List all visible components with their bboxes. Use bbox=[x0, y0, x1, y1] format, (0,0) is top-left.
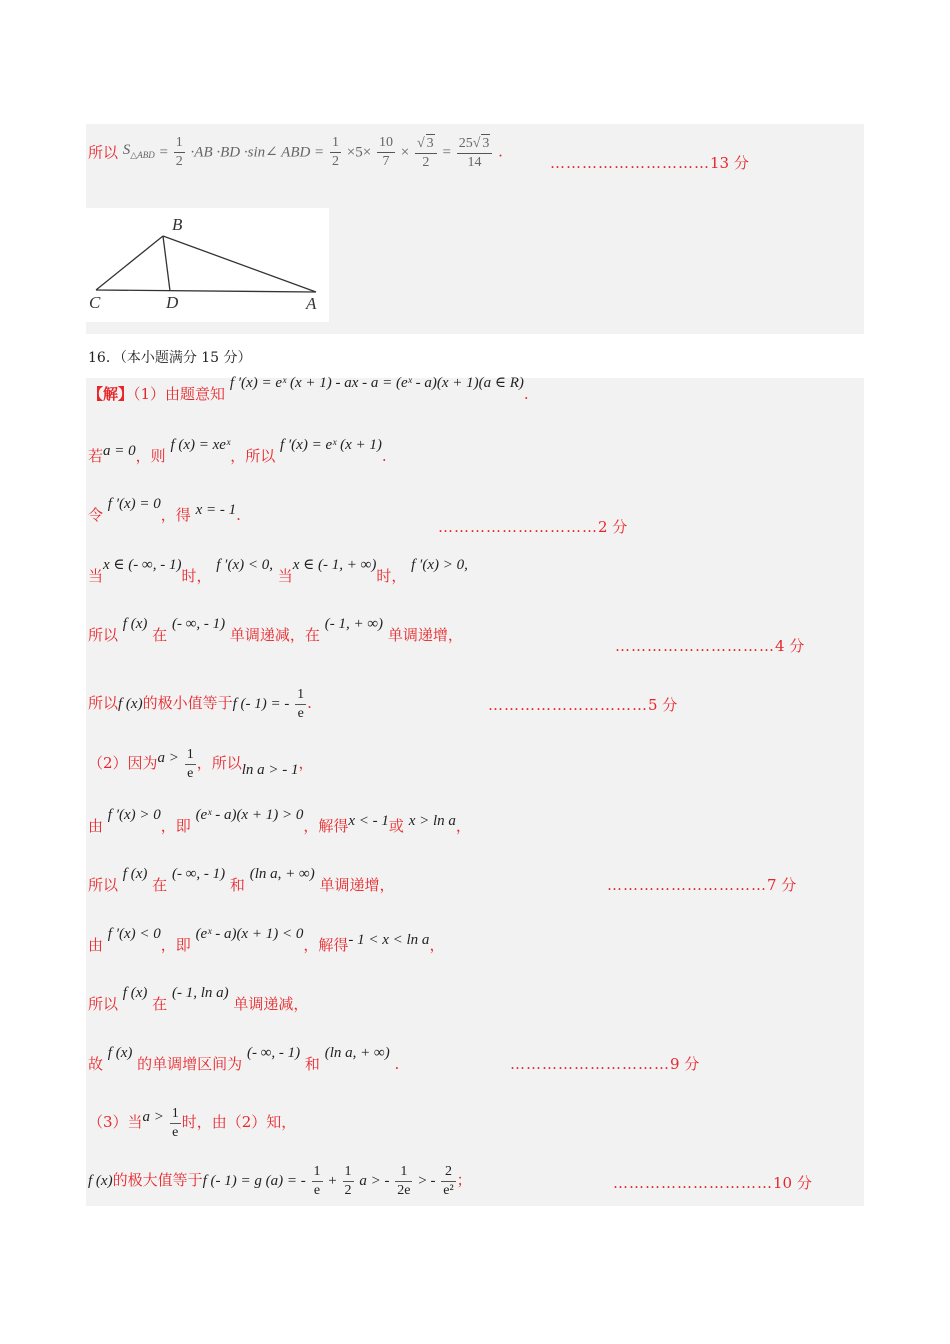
q15-area-line bbox=[88, 130, 503, 170]
q15-ten-fraction: $\frac{10}{7}$ bbox=[378, 135, 393, 169]
q15-prefix: 所以 bbox=[88, 143, 119, 162]
sol-l7-fraction: $\frac{1}{e}$ bbox=[186, 746, 194, 781]
sol-l3-score: …………………………2 分 bbox=[438, 518, 628, 536]
sol-l14-m1: f (x) bbox=[88, 1173, 113, 1189]
q15-sqrt3-fraction: $\frac{√ 3}{2}$ bbox=[415, 134, 437, 172]
sol-l5-b: 在 bbox=[152, 626, 168, 644]
edge-BA bbox=[163, 236, 316, 292]
edge-CA bbox=[96, 290, 316, 292]
q15-half2-fraction: $\frac{1}{2}$ bbox=[331, 135, 339, 169]
sol-l11-b: 在 bbox=[152, 995, 168, 1013]
sol-l8-m4: x > ln a bbox=[408, 813, 456, 829]
q15-eq1: = bbox=[159, 144, 168, 161]
sol-line-12 bbox=[88, 1045, 400, 1074]
sol-l5-a: 所以 bbox=[88, 626, 119, 644]
sol-line-14 bbox=[88, 1157, 472, 1203]
sol-l2-m1: a = 0 bbox=[103, 443, 136, 459]
sol-l11-m1: f (x) bbox=[122, 985, 148, 1001]
sol-l14-gt2: > - bbox=[418, 1173, 436, 1189]
sol-line-6 bbox=[88, 680, 312, 726]
sol-l12-c: 和 bbox=[304, 1055, 320, 1073]
sol-l3-a: 令 bbox=[88, 506, 104, 524]
triangle-figure bbox=[86, 208, 329, 322]
sol-l8-d: 或 bbox=[388, 817, 404, 835]
sol-l12-end: . bbox=[394, 1055, 400, 1073]
sol-l7-end: ， bbox=[298, 754, 314, 772]
sol-line-13 bbox=[88, 1099, 296, 1145]
sol-l8-m1: f ′(x) > 0 bbox=[107, 807, 161, 823]
sol-l10-m1: f ′(x) < 0 bbox=[107, 926, 161, 942]
sol-l14-score: …………………………10 分 bbox=[613, 1174, 812, 1192]
sol-l10-m3: - 1 < x < ln a bbox=[348, 932, 430, 948]
sol-l12-m1: f (x) bbox=[107, 1045, 133, 1061]
sol-l9-m3: (ln a, + ∞) bbox=[249, 866, 315, 882]
sol-l14-gt: a > - bbox=[359, 1173, 390, 1189]
sol-l9-a: 所以 bbox=[88, 876, 119, 894]
sol-l9-d: 单调递增， bbox=[319, 876, 395, 894]
sol-l2-a: 若 bbox=[88, 447, 104, 465]
q15-result-fraction: $\frac{25√ 3}{14}$ bbox=[457, 134, 493, 172]
edge-BD bbox=[163, 236, 170, 291]
sol-l14-plus: + bbox=[328, 1173, 337, 1189]
sol-l7-m2: ln a > - 1 bbox=[241, 762, 299, 778]
sol-l4-c: 当 bbox=[277, 567, 293, 585]
sol-l5-m3: (- 1, + ∞) bbox=[324, 616, 384, 632]
sol-l13-b: 时，由（2）知， bbox=[181, 1113, 297, 1131]
sol-l6-m1: f (x) bbox=[118, 696, 143, 712]
q16-header: 16．（本小题满分 15 分） bbox=[88, 350, 252, 366]
q15-mid-expression: ·AB ·BD ·sin∠ ABD = bbox=[190, 144, 325, 161]
sol-l4-b: 时， bbox=[181, 567, 212, 585]
sol-l13-m1: a > bbox=[142, 1109, 164, 1125]
sol-l12-b: 的单调增区间为 bbox=[137, 1055, 243, 1073]
sol-l10-end: ， bbox=[429, 936, 445, 954]
q15-eq2: = bbox=[442, 144, 451, 161]
sol-l3-b: ，得 bbox=[160, 506, 191, 524]
sol-l4-m3: x ∈ (- 1, + ∞) bbox=[292, 557, 377, 573]
sol-l8-m3: x < - 1 bbox=[348, 813, 389, 829]
sol-l11-a: 所以 bbox=[88, 995, 119, 1013]
sol-l5-m1: f (x) bbox=[122, 616, 148, 632]
sol-l9-m2: (- ∞, - 1) bbox=[171, 866, 226, 882]
sol-l2-end: . bbox=[381, 447, 387, 465]
solution-tag: 【解】 bbox=[88, 385, 134, 403]
sol-l5-c: 单调递减，在 bbox=[229, 626, 320, 644]
edge-CB bbox=[96, 236, 163, 290]
sol-l8-c: ，解得 bbox=[303, 817, 349, 835]
sol-l9-m1: f (x) bbox=[122, 866, 148, 882]
sol-l14-a: 的极大值等于 bbox=[112, 1171, 203, 1189]
sol-l5-d: 单调递增， bbox=[387, 626, 463, 644]
sol-l14-frac4: $\frac{2}{\text{e²}}$ bbox=[443, 1163, 454, 1198]
vertex-D-label: D bbox=[166, 293, 179, 312]
sol-line-11 bbox=[88, 985, 309, 1014]
sol-line-10 bbox=[88, 926, 445, 955]
sol-l5-m2: (- ∞, - 1) bbox=[171, 616, 226, 632]
sol-l2-c: ，所以 bbox=[230, 447, 276, 465]
sol-l14-m2: f (- 1) = g (a) = - bbox=[202, 1173, 306, 1189]
sol-l4-a: 当 bbox=[88, 567, 104, 585]
sol-l11-m2: (- 1, ln a) bbox=[171, 985, 229, 1001]
sol-l14-end: ； bbox=[456, 1171, 472, 1189]
sol-l10-c: ，解得 bbox=[303, 936, 349, 954]
sol-l4-d: 时， bbox=[376, 567, 407, 585]
sol-l4-m2: f ′(x) < 0, bbox=[216, 557, 273, 573]
sol-l9-score: …………………………7 分 bbox=[607, 876, 797, 894]
sol-line-2 bbox=[88, 437, 387, 466]
q15-area-label: $S_{\triangle ABD}$ bbox=[122, 142, 155, 160]
sol-line-5 bbox=[88, 616, 463, 645]
sol-l12-m3: (ln a, + ∞) bbox=[324, 1045, 390, 1061]
sol-l12-score: …………………………9 分 bbox=[510, 1055, 700, 1073]
sol-l6-score: …………………………5 分 bbox=[488, 696, 678, 714]
sol-l12-m2: (- ∞, - 1) bbox=[246, 1045, 301, 1061]
sol-l9-c: 和 bbox=[229, 876, 245, 894]
sol-line-4 bbox=[88, 557, 468, 586]
sol-l2-b: ，则 bbox=[135, 447, 166, 465]
vertex-A-label: A bbox=[306, 294, 317, 313]
sol-l11-c: 单调递减， bbox=[233, 995, 309, 1013]
sol-l14-frac3: $\frac{1}{2e}$ bbox=[397, 1163, 411, 1198]
sol-l1-math: f ′(x) = eˣ (x + 1) - ax - a = (eˣ - a)(x + 1)(a ∈ R) bbox=[229, 375, 524, 391]
q15-times: × bbox=[400, 144, 410, 161]
vertex-C-label: C bbox=[89, 293, 101, 312]
sol-line-1 bbox=[88, 375, 529, 404]
sol-l4-m4: f ′(x) > 0, bbox=[411, 557, 468, 573]
sol-l7-a: （2）因为 bbox=[88, 754, 158, 772]
sol-l7-m1: a > bbox=[157, 750, 179, 766]
sol-l8-end: ， bbox=[455, 817, 471, 835]
sol-l6-fraction: $\frac{1}{e}$ bbox=[297, 686, 305, 721]
sol-l4-m1: x ∈ (- ∞, - 1) bbox=[103, 557, 182, 573]
sol-l3-m1: f ′(x) = 0 bbox=[107, 496, 161, 512]
sol-l6-m2: f (- 1) = - bbox=[232, 696, 290, 712]
sol-l7-b: ，所以 bbox=[196, 754, 242, 772]
q15-score: …………………………13 分 bbox=[550, 154, 749, 172]
sol-l8-m2: (eˣ - a)(x + 1) > 0 bbox=[195, 807, 304, 823]
triangle-diagram bbox=[86, 208, 329, 322]
vertex-B-label: B bbox=[172, 215, 183, 234]
sol-line-3 bbox=[88, 496, 241, 525]
sol-l2-m3: f ′(x) = eˣ (x + 1) bbox=[279, 437, 382, 453]
sol-l13-fraction: $\frac{1}{e}$ bbox=[171, 1105, 179, 1140]
sol-l1-text: （1）由题意知 bbox=[133, 385, 226, 403]
sol-l1-end: . bbox=[523, 385, 529, 403]
sol-l2-m2: f (x) = xeˣ bbox=[170, 437, 231, 453]
sol-l14-frac2: $\frac{1}{2}$ bbox=[344, 1163, 352, 1198]
sol-line-7 bbox=[88, 740, 314, 786]
sol-l3-end: . bbox=[236, 506, 241, 524]
sol-l8-a: 由 bbox=[88, 817, 104, 835]
sol-l10-m2: (eˣ - a)(x + 1) < 0 bbox=[195, 926, 304, 942]
sol-l9-b: 在 bbox=[152, 876, 168, 894]
sol-l3-m2: x = - 1 bbox=[195, 502, 237, 518]
sol-l6-a: 所以 bbox=[88, 694, 119, 712]
sol-l6-b: 的极小值等于 bbox=[142, 694, 233, 712]
sol-l13-a: （3）当 bbox=[88, 1113, 143, 1131]
q15-half-fraction: $\frac{1}{2}$ bbox=[175, 135, 183, 169]
sol-l14-frac1: $\frac{1}{e}$ bbox=[313, 1163, 321, 1198]
sol-l5-score: …………………………4 分 bbox=[615, 637, 805, 655]
sol-line-8 bbox=[88, 807, 471, 836]
sol-l6-end: . bbox=[307, 694, 312, 712]
sol-l12-a: 故 bbox=[88, 1055, 104, 1073]
sol-l10-a: 由 bbox=[88, 936, 104, 954]
q15-end: . bbox=[498, 142, 503, 161]
sol-line-9 bbox=[88, 866, 395, 895]
sol-l8-b: ，即 bbox=[160, 817, 191, 835]
q15-times5: ×5× bbox=[346, 144, 372, 161]
sol-l10-b: ，即 bbox=[160, 936, 191, 954]
